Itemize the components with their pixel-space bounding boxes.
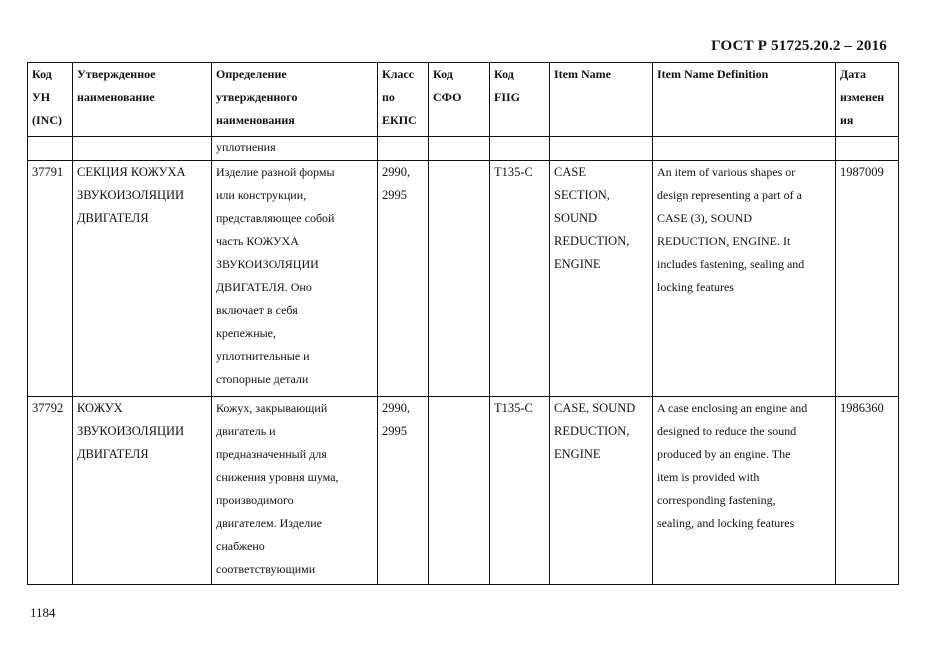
header-definition: Определение утвержденного наименования: [212, 63, 378, 137]
document-standard-title: ГОСТ Р 51725.20.2 – 2016: [711, 38, 887, 54]
cell-inc: 37792: [28, 397, 73, 585]
cell-fiig: T135-C: [490, 397, 550, 585]
cell-item-name: CASE SECTION, SOUND REDUCTION, ENGINE: [550, 161, 653, 397]
cell-inc: [28, 137, 73, 161]
header-approved-name: Утвержденное наименование: [73, 63, 212, 137]
cell-sfo: [429, 397, 490, 585]
cell-sfo: [429, 137, 490, 161]
table-header-row: [28, 63, 899, 137]
page-number: 1184: [30, 605, 56, 620]
header-inc: Код УН (INC): [28, 63, 73, 137]
cell-item-definition: A case enclosing an engine and designed to reduce the sound produced by an engine. The item is provided with corresponding fastening, sealing, and locking features: [653, 397, 836, 585]
header-item-name: Item Name: [550, 63, 653, 137]
cell-class: [378, 137, 429, 161]
cell-name: КОЖУХ ЗВУКОИЗОЛЯЦИИ ДВИГАТЕЛЯ: [73, 397, 212, 585]
table-row: [28, 161, 899, 397]
cell-definition: уплотнения: [212, 137, 378, 161]
cell-class: 2990, 2995: [378, 161, 429, 397]
item-names-table: [27, 62, 899, 585]
cell-definition: Изделие разной формы или конструкции, представляющее собой часть КОЖУХА ЗВУКОИЗОЛЯЦИИ ДВИГАТЕЛЯ. Оно включает в себя крепежные, уплотнительные и стопорные детали: [212, 161, 378, 397]
cell-name: СЕКЦИЯ КОЖУХА ЗВУКОИЗОЛЯЦИИ ДВИГАТЕЛЯ: [73, 161, 212, 397]
cell-sfo: [429, 161, 490, 397]
cell-fiig: T135-C: [490, 161, 550, 397]
header-item-name-definition: Item Name Definition: [653, 63, 836, 137]
cell-date: [836, 137, 899, 161]
table-row-continuation: [28, 137, 899, 161]
cell-date: 1987009: [836, 161, 899, 397]
header-fiig: Код FIIG: [490, 63, 550, 137]
table-row: [28, 397, 899, 585]
cell-definition: Кожух, закрывающий двигатель и предназначенный для снижения уровня шума, производимого двигателем. Изделие снабжено соответствующими: [212, 397, 378, 585]
header-change-date: Дата изменен ия: [836, 63, 899, 137]
cell-class: 2990, 2995: [378, 397, 429, 585]
cell-inc: 37791: [28, 161, 73, 397]
cell-item-name: CASE, SOUND REDUCTION, ENGINE: [550, 397, 653, 585]
header-sfo: Код СФО: [429, 63, 490, 137]
cell-item-definition: [653, 137, 836, 161]
cell-name: [73, 137, 212, 161]
cell-fiig: [490, 137, 550, 161]
cell-item-name: [550, 137, 653, 161]
header-class: Класс по ЕКПС: [378, 63, 429, 137]
cell-item-definition: An item of various shapes or design representing a part of a CASE (3), SOUND REDUCTION, ENGINE. It includes fastening, sealing and locking features: [653, 161, 836, 397]
cell-date: 1986360: [836, 397, 899, 585]
